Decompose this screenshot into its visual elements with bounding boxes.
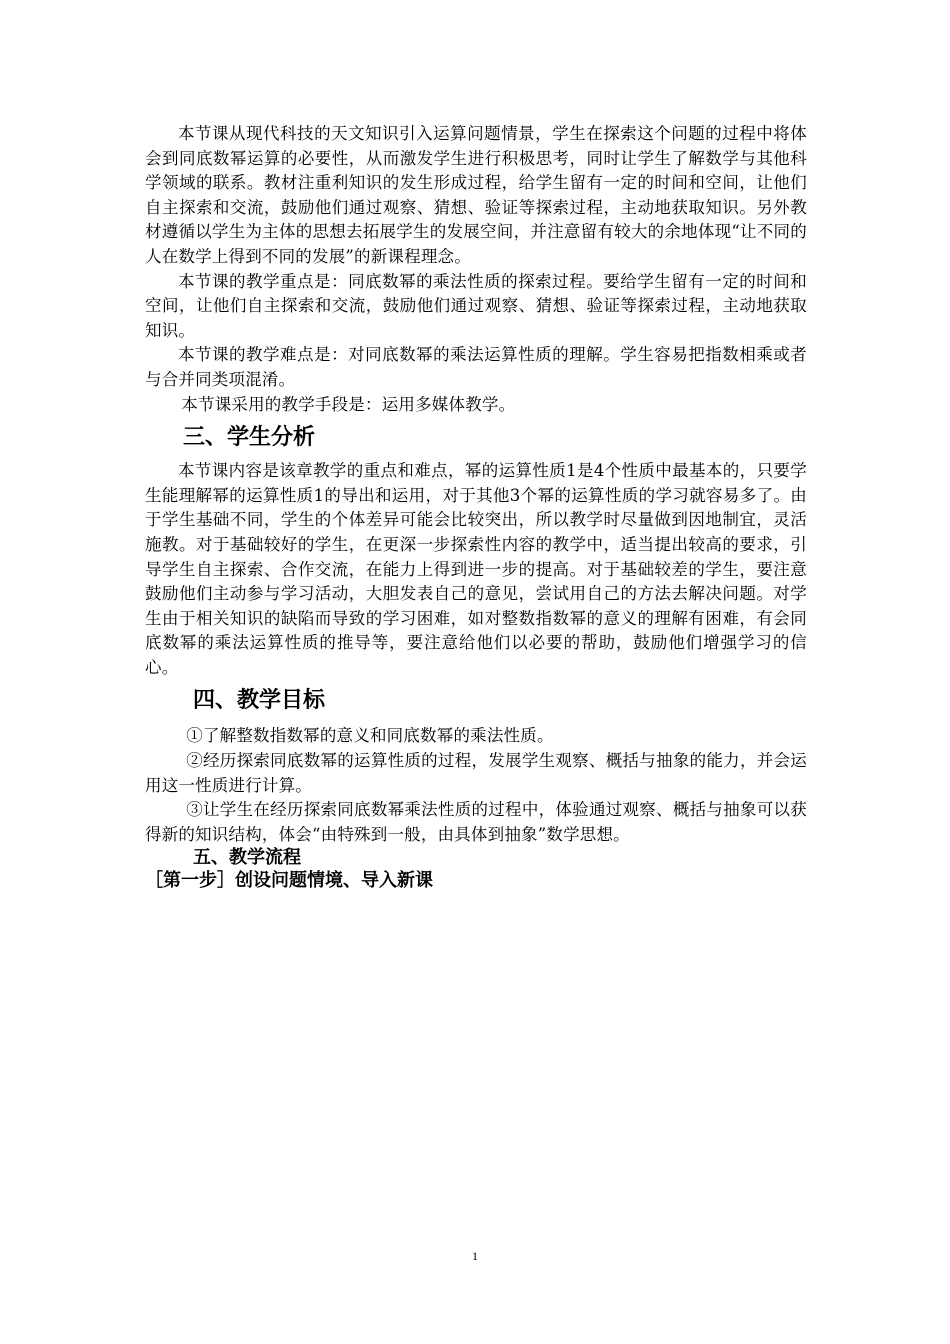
step-1-heading: ［第一步］创设问题情境、导入新课: [145, 870, 433, 892]
section-heading-teaching-process: 五、教学流程: [193, 847, 301, 869]
teaching-goal-1: ①了解整数指数幂的意义和同底数幂的乘法性质。: [186, 726, 554, 746]
intro-paragraph-1: 本节课从现代科技的天文知识引入运算问题情景，学生在探索这个问题的过程中将体会到同底数幂运算的必要性，从而激发学生进行积极思考，同时让学生了解数学与其他科学领域的联系。教材注重利知识的发生形成过程，给学生留有一定的时间和空间，让他们自主探索和交流，鼓励他们通过观察、猜想、验证等探索过程，主动地获取知识。另外教材遵循以学生为主体的思想去拓展学生的发展空间，并注意留有较大的余地体现“让不同的人在数学上得到不同的发展”的新课程理念。: [145, 124, 807, 266]
teaching-difficulty-paragraph: 本节课的教学难点是：对同底数幂的乘法运算性质的理解。学生容易把指数相乘或者与合并同类项混淆。: [145, 345, 807, 389]
teaching-focus-paragraph: 本节课的教学重点是：同底数幂的乘法性质的探索过程。要给学生留有一定的时间和空间，让他们自主探索和交流，鼓励他们通过观察、猜想、验证等探索过程，主动地获取知识。: [145, 271, 807, 340]
student-analysis-paragraph: 本节课内容是该章教学的重点和难点，幂的运算性质1是4个性质中最基本的，只要学生能理解幂的运算性质1的导出和运用，对于其他3个幂的运算性质的学习就容易多了。由于学生基础不同，学生的个体差异可能会比较突出，所以教学时尽量做到因地制宜，灵活施教。对于基础较好的学生，在更深一步探索性内容的教学中，适当提出较高的要求，引导学生自主探索、合作交流，在能力上得到进一步的提高。对于基础较差的学生，要注意鼓励他们主动参与学习活动，大胆发表自己的意见，尝试用自己的方法去解决问题。对学生由于相关知识的缺陷而导致的学习困难，如对整数指数幂的意义的理解有困难，有会同底数幂的乘法运算性质的推导等，要注意给他们以必要的帮助，鼓励他们增强学习的信心。: [145, 461, 807, 677]
page-number: 1: [472, 1249, 478, 1263]
section-heading-teaching-goals: 四、教学目标: [193, 688, 326, 714]
section-heading-student-analysis: 三、学生分析: [183, 425, 316, 451]
document-page: [145, 122, 807, 893]
teaching-means-paragraph: 本节课采用的教学手段是：运用多媒体教学。: [181, 394, 516, 414]
teaching-goal-2: ②经历探索同底数幂的运算性质的过程，发展学生观察、概括与抽象的能力，并会运用这一性质进行计算。: [145, 751, 807, 795]
teaching-goal-3: ③让学生在经历探索同底数幂乘法性质的过程中，体验通过观察、概括与抽象可以获得新的知识结构，体会“由特殊到一般，由具体到抽象”数学思想。: [145, 800, 807, 844]
